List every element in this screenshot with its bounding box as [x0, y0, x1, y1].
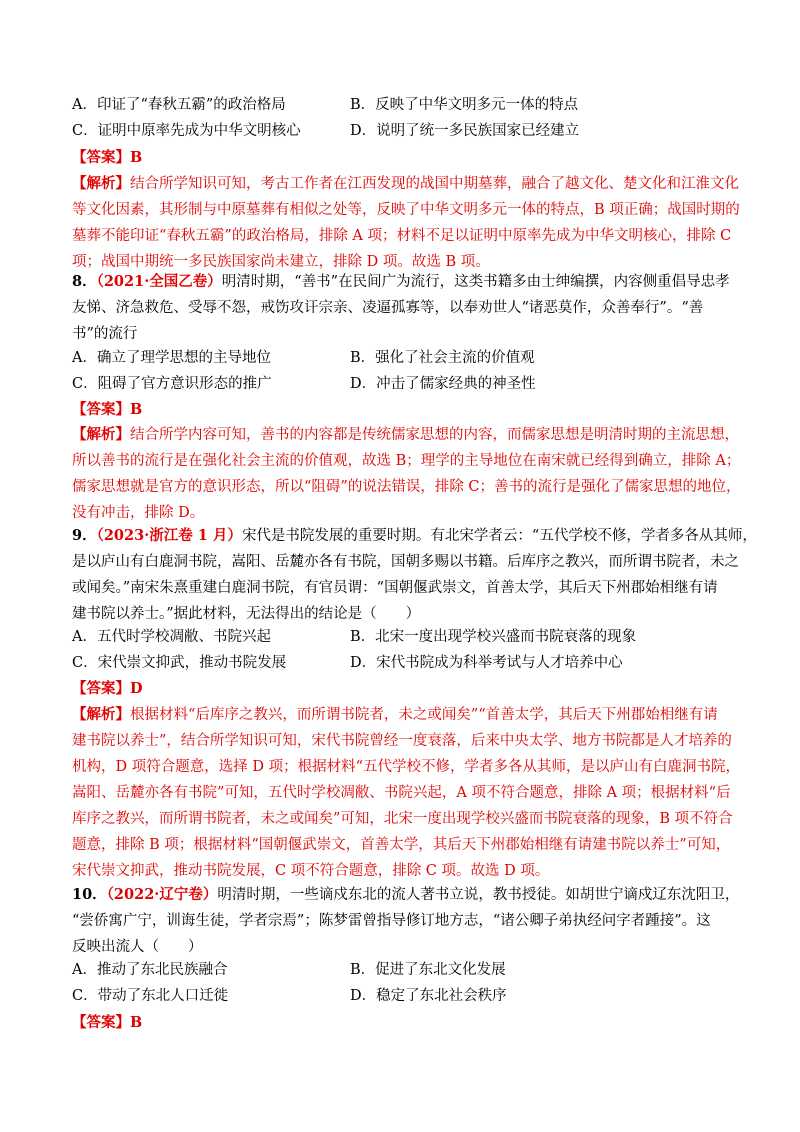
q10-answer-value: B	[130, 1014, 143, 1031]
q8-analysis-label: 【解析】	[72, 426, 130, 443]
q9-number: 9．	[72, 527, 97, 544]
q9-analysis-text: 根据材料“后库序之教兴，而所谓书院者，未之或闻矣”“首善太学，其后天下州郡始相继有请	[130, 707, 718, 723]
q10-stem-line	[72, 882, 739, 908]
q8-answer-label: 【答案】	[72, 401, 130, 418]
q9-answer	[72, 676, 143, 702]
q7-option-c: C．证明中原率先成为中华文明核心	[72, 123, 301, 139]
q8-source: （2021·全国乙卷）	[96, 273, 222, 290]
q10-stem-text: 明清时期，一些谪戍东北的流人著书立说，教书授徒。如胡世宁谪戍辽东沈阳卫，	[217, 887, 740, 903]
q10-option-c: C．带动了东北人口迁徙	[72, 988, 229, 1004]
q9-option-b: B．北宋一度出现学校兴盛而书院衰落的现象	[350, 629, 637, 645]
q8-option-c: C．阻碍了官方意识形态的推广	[72, 376, 272, 392]
q9-analysis-line: 宋代崇文抑武，推动书院发展，C 项不符合题意，排除 C 项。故选 D 项。	[72, 863, 550, 879]
q8-answer-value: B	[130, 401, 143, 418]
q7-analysis-line	[72, 171, 739, 197]
q9-stem-line	[72, 523, 757, 549]
q8-answer	[72, 397, 142, 423]
q8-stem-line	[72, 269, 730, 295]
q8-analysis-line: 所以善书的流行是在强化社会主流的价值观，故选 B；理学的主导地位在南宋就已经得到确立，排除 A；	[72, 453, 741, 469]
q10-option-b: B．促进了东北文化发展	[350, 962, 506, 978]
q7-answer	[72, 145, 142, 171]
q9-stem-line: 建书院以养士。”据此材料，无法得出的结论是（ ）	[72, 606, 421, 622]
q9-analysis-label: 【解析】	[72, 706, 130, 723]
q8-analysis-line: 没有冲击，排除 D。	[72, 505, 205, 521]
q8-analysis-line: 儒家思想就是官方的意识形态，所以“阻碍”的说法错误，排除 C；善书的流行是强化了儒家思想的地位，	[72, 479, 741, 495]
q7-option-b: B．反映了中华文明多元一体的特点	[350, 97, 579, 113]
q10-stem-line: “尝侨寓广宁，训诲生徒，学者宗焉”；陈梦雷曾指导修订地方志，“诸公卿子弟执经问字者踵接”。这	[72, 913, 711, 929]
q9-option-a: A．五代时学校凋敝、书院兴起	[72, 629, 271, 645]
q9-analysis-line	[72, 702, 718, 728]
q9-answer-value: D	[130, 680, 143, 697]
q7-analysis-line: 等文化因素，其形制与中原墓葬有相似之处等，反映了中华文明多元一体的特点，B 项正确；战国时期的	[72, 202, 740, 218]
q10-number: 10．	[72, 886, 107, 903]
q9-answer-label: 【答案】	[72, 680, 130, 697]
q8-option-d: D．冲击了儒家经典的神圣性	[350, 376, 536, 392]
q9-analysis-line: 题意，排除 B 项；根据材料“国朝偃武崇文，首善太学，其后天下州郡始相继有请建书院以养士”可知，	[72, 837, 731, 853]
q9-source: （2023·浙江卷 1 月）	[96, 527, 242, 544]
q8-analysis-line	[72, 422, 739, 448]
q8-stem-text: 明清时期，“善书”在民间广为流行，这类书籍多由士绅编撰，内容侧重倡导忠孝	[221, 274, 730, 290]
q9-stem-line: 或闻矣。”南宋朱熹重建白鹿洞书院，有官员谓：“国朝偃武崇文，首善太学，其后天下州郡始相继有请	[72, 580, 718, 596]
q9-stem-line: 是以庐山有白鹿洞书院，嵩阳、岳麓亦各有书院，国朝多赐以书籍。后库序之教兴，而所谓书院者，未之	[72, 554, 739, 570]
q9-analysis-line: 机构，D 项符合题意，选择 D 项；根据材料“五代学校不修，学者多各从其师，是以庐山有白鹿洞书院，	[72, 759, 740, 775]
q9-option-c: C．宋代崇文抑武，推动书院发展	[72, 655, 287, 671]
q8-analysis-text: 结合所学内容可知，善书的内容都是传统儒家思想的内容，而儒家思想是明清时期的主流思想，	[130, 427, 739, 443]
q9-analysis-line: 库序之教兴，而所谓书院者，未之或闻矣”可知，北宋一度出现学校兴盛而书院衰落的现象，B 项不符合	[72, 811, 733, 827]
q9-stem-text: 宋代是书院发展的重要时期。有北宋学者云：“五代学校不修，学者多各从其师，	[241, 528, 757, 544]
q10-answer	[72, 1010, 142, 1036]
q7-analysis-text: 结合所学知识可知，考古工作者在江西发现的战国中期墓葬，融合了越文化、楚文化和江淮文化	[130, 176, 739, 192]
q7-option-a: A．印证了“春秋五霸”的政治格局	[72, 97, 286, 113]
q8-stem-line: 书”的流行	[72, 326, 138, 342]
q7-analysis-line: 项；战国中期统一多民族国家尚未建立，排除 D 项。故选 B 项。	[72, 254, 490, 270]
q7-analysis-label: 【解析】	[72, 175, 130, 192]
q7-answer-label: 【答案】	[72, 149, 130, 166]
q10-option-d: D．稳定了东北社会秩序	[350, 988, 507, 1004]
q8-option-a: A．确立了理学思想的主导地位	[72, 350, 271, 366]
q10-source: （2022·辽宁卷）	[106, 886, 218, 903]
q10-stem-line: 反映出流人（ ）	[72, 939, 203, 955]
q7-option-d: D．说明了统一多民族国家已经建立	[350, 123, 580, 139]
q8-stem-line: 友悌、济急救危、受辱不怨，戒饬攻讦宗亲、凌逼孤寡等，以奉劝世人“诸恶莫作，众善奉行”。“善	[72, 300, 704, 316]
q8-option-b: B．强化了社会主流的价值观	[350, 350, 535, 366]
q9-option-d: D．宋代书院成为科举考试与人才培养中心	[350, 655, 623, 671]
q9-analysis-line: 嵩阳、岳麓亦各有书院”可知，五代时学校凋敝、书院兴起，A 项不符合题意，排除 A 项；根据材料“后	[72, 785, 731, 801]
q8-number: 8．	[72, 273, 97, 290]
q9-analysis-line: 建书院以养士”，结合所学知识可知，宋代书院曾经一度衰落，后来中央太学、地方书院都是人才培养的	[72, 733, 732, 749]
q10-answer-label: 【答案】	[72, 1014, 130, 1031]
q7-answer-value: B	[130, 149, 143, 166]
q7-analysis-line: 墓葬不能印证“春秋五霸”的政治格局，排除 A 项；材料不足以证明中原率先成为中华文明核心，排除 C	[72, 228, 732, 244]
q10-option-a: A．推动了东北民族融合	[72, 962, 228, 978]
